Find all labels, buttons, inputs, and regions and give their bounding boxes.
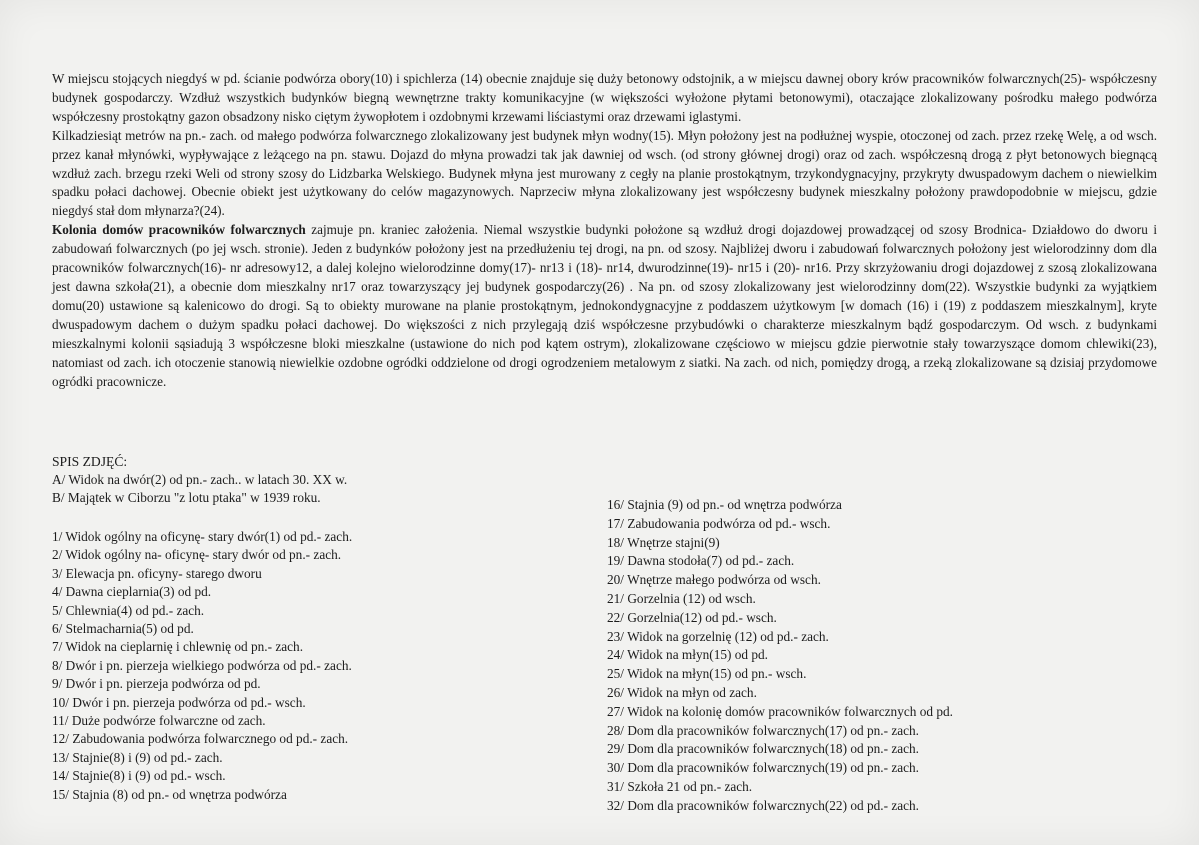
photo-list-item: 24/ Widok na młyn(15) od pd. bbox=[607, 647, 768, 663]
photo-list-item: 32/ Dom dla pracowników folwarcznych(22) od pd.- zach. bbox=[607, 797, 920, 813]
photo-list-item: 28/ Dom dla pracowników folwarcznych(17) od pn.- zach. bbox=[607, 722, 920, 738]
photo-list-item: 10/ Dwór i pn. pierzeja podwórza od pd.- wsch. bbox=[52, 694, 306, 710]
photo-list-item: 20/ Wnętrze małego podwórza od wsch. bbox=[607, 572, 821, 588]
photo-list-item: 2/ Widok ogólny na- oficynę- stary dwór od pn.- zach. bbox=[52, 547, 342, 563]
photo-list-item: 14/ Stajnie(8) i (9) od pd.- wsch. bbox=[52, 768, 226, 784]
photo-list-item: 19/ Dawna stodoła(7) od pd.- zach. bbox=[607, 553, 795, 569]
photo-list-item: 11/ Duże podwórze folwarczne od zach. bbox=[52, 713, 266, 729]
photo-list-historic bbox=[52, 471, 347, 508]
photo-list-item: 12/ Zabudowania podwórza folwarcznego od pd.- zach. bbox=[52, 731, 349, 747]
photo-list-item: 1/ Widok ogólny na oficynę- stary dwór(1) od pd.- zach. bbox=[52, 529, 353, 544]
photo-list-item: 23/ Widok na gorzelnię (12) od pd.- zach. bbox=[607, 628, 829, 644]
photo-list-item: 6/ Stelmacharnia(5) od pd. bbox=[52, 621, 194, 637]
photo-list-item: 21/ Gorzelnia (12) od wsch. bbox=[607, 590, 756, 606]
colony-text: zajmuje pn. kraniec założenia. Niemal wszystkie budynki położone są wzdłuż drogi dojazdowej prowadzącej od szosy Brodnica- Działdowo do dworu i zabudowań folwarcznych (po jej wsch. stronie). Jeden z budynków położony jest na przedłużeniu tej drogi, na pn. od szosy. Najbliżej dworu i zabudowań folwarcznych położony jest wielorodzinny dom dla pracowników folwarcznych(16)- nr adresowy12, a dalej kolejno wielorodzinne domy(17)- nr13 i (18)- nr14, dwurodzinne(19)- nr15 i (20)- nr16. Przy skrzyżowaniu drogi dojazdowej z szosą zlokalizowana jest dawna szkoła(21), a obecnie dom mieszkalny nr17 oraz towarzyszący jej budynek gospodarczy(26) . Na pn. od szosy zlokalizowany jest wielorodzinny dom(22). Wszystkie budynki za wyjątkiem domu(20) ustawione są kalenicowo do drogi. Są to obiekty murowane na planie prostokątnym, jednokondygnacyjne z poddaszem użytkowym [w domach (16) i (19) z poddaszem mieszkalnym], kryte dwuspadowym dachem o dużym spadku połaci dachowej. Do większości z nich przylegają dziś współczesne przybudówki o charakterze mieszkalnym bądź gospodarczym. Od wsch. z budynkami mieszkalnymi kolonii sąsiadują 3 współczesne bloki mieszkalne (ustawione do nich pod kątem ostrym), zlokalizowane częściowo w miejscu gdzie pierwotnie stały towarzyszące domom chlewiki(23), natomiast od zach. ich otoczenie stanowią niewielkie ozdobne ogródki oddzielone od drogi ogrodzeniem metalowym z siatki. Na zach. od nich, pomiędzy drogą, a rzeką zlokalizowane są dzisiaj przydomowe ogródki pracownicze. bbox=[52, 222, 1157, 389]
photo-list-item: 18/ Wnętrze stajni(9) bbox=[607, 534, 720, 550]
photo-list-item: 29/ Dom dla pracowników folwarcznych(18) od pn.- zach. bbox=[607, 741, 920, 757]
paragraph-colony bbox=[52, 221, 1157, 391]
colony-heading: Kolonia domów pracowników folwarcznych bbox=[52, 222, 306, 238]
photo-list-right-column bbox=[607, 496, 953, 816]
photo-list-item: 22/ Gorzelnia(12) od pd.- wsch. bbox=[607, 609, 777, 625]
description-text bbox=[52, 70, 1157, 391]
photo-list-item: 4/ Dawna cieplarnia(3) od pd. bbox=[52, 584, 212, 600]
photo-list-item: 17/ Zabudowania podwórza od pd.- wsch. bbox=[607, 515, 831, 531]
photo-list-item: 25/ Widok na młyn(15) od pn.- wsch. bbox=[607, 666, 807, 682]
photo-list-item: 13/ Stajnie(8) i (9) od pd.- zach. bbox=[52, 749, 223, 765]
photo-list-item: 7/ Widok na cieplarnię i chlewnię od pn.- zach. bbox=[52, 639, 304, 655]
photo-list-item: 26/ Widok na młyn od zach. bbox=[607, 684, 757, 700]
photo-list-item: 9/ Dwór i pn. pierzeja podwórza od pd. bbox=[52, 676, 261, 692]
paragraph-mill: Kilkadziesiąt metrów na pn.- zach. od małego podwórza folwarcznego zlokalizowany jest budynek młyn wodny(15). Młyn położony jest na podłużnej wyspie, otoczonej od zach. przez rzekę Welę, a od wsch. przez kanał młynówki, wypływające z leżącego na pn. stawu. Dojazd do młyna prowadzi tak jak dawniej od wsch. (od strony głównej drogi) oraz od zach. współczesną drogą z płyt betonowych biegnącą wzdłuż zach. brzegu rzeki Weli od strony szosy do Lidzbarka Welskiego. Budynek młyna jest murowany z cegły na planie prostokątnym, trzykondygnacyjny, przykryty dwuspadowym dachem o niewielkim spadku połaci dachowej. Obecnie obiekt jest użytkowany do celów magazynowych. Naprzeciw młyna zlokalizowany jest współczesny budynek mieszkalny położony prawdopodobnie w miejscu, gdzie niegdyś stał dom młynarza?(24). bbox=[52, 127, 1157, 219]
photo-list-item: 31/ Szkoła 21 od pn.- zach. bbox=[607, 778, 753, 794]
photo-list-title: SPIS ZDJĘĆ: bbox=[52, 454, 128, 469]
photo-list-item: B/ Majątek w Ciborzu "z lotu ptaka" w 1939 roku. bbox=[52, 490, 321, 506]
photo-list-item: 3/ Elewacja pn. oficyny- starego dworu bbox=[52, 565, 262, 581]
photo-list-item: 27/ Widok na kolonię domów pracowników folwarcznych od pd. bbox=[607, 703, 953, 719]
photo-list-item: 30/ Dom dla pracowników folwarcznych(19) od pn.- zach. bbox=[607, 760, 920, 776]
photo-list-item: 8/ Dwór i pn. pierzeja wielkiego podwórza od pd.- zach. bbox=[52, 657, 352, 673]
paragraph-farmyard: W miejscu stojących niegdyś w pd. ścianie podwórza obory(10) i spichlerza (14) obecnie znajduje się duży betonowy odstojnik, a w miejscu dawnej obory krów pracowników folwarcznych(25)- współczesny budynek gospodarczy. Wzdłuż wszystkich budynków biegną wewnętrzne trakty komunikacyjne (w większości wyłożone płytami betonowymi), otaczające zlokalizowany pośrodku małego podwórza współczesny prostokątny gazon obsadzony nisko ciętym żywopłotem i ozdobnymi krzewami liściastymi oraz drzewami iglastymi. bbox=[52, 71, 1157, 124]
photo-list-item: A/ Widok na dwór(2) od pn.- zach.. w latach 30. XX w. bbox=[52, 472, 348, 487]
photo-list-left-column bbox=[52, 528, 352, 804]
photo-list-item: 5/ Chlewnia(4) od pd.- zach. bbox=[52, 602, 205, 618]
photo-list-item: 16/ Stajnia (9) od pn.- od wnętrza podwórza bbox=[607, 497, 842, 512]
photo-list-item: 15/ Stajnia (8) od pn.- od wnętrza podwórza bbox=[52, 786, 287, 802]
